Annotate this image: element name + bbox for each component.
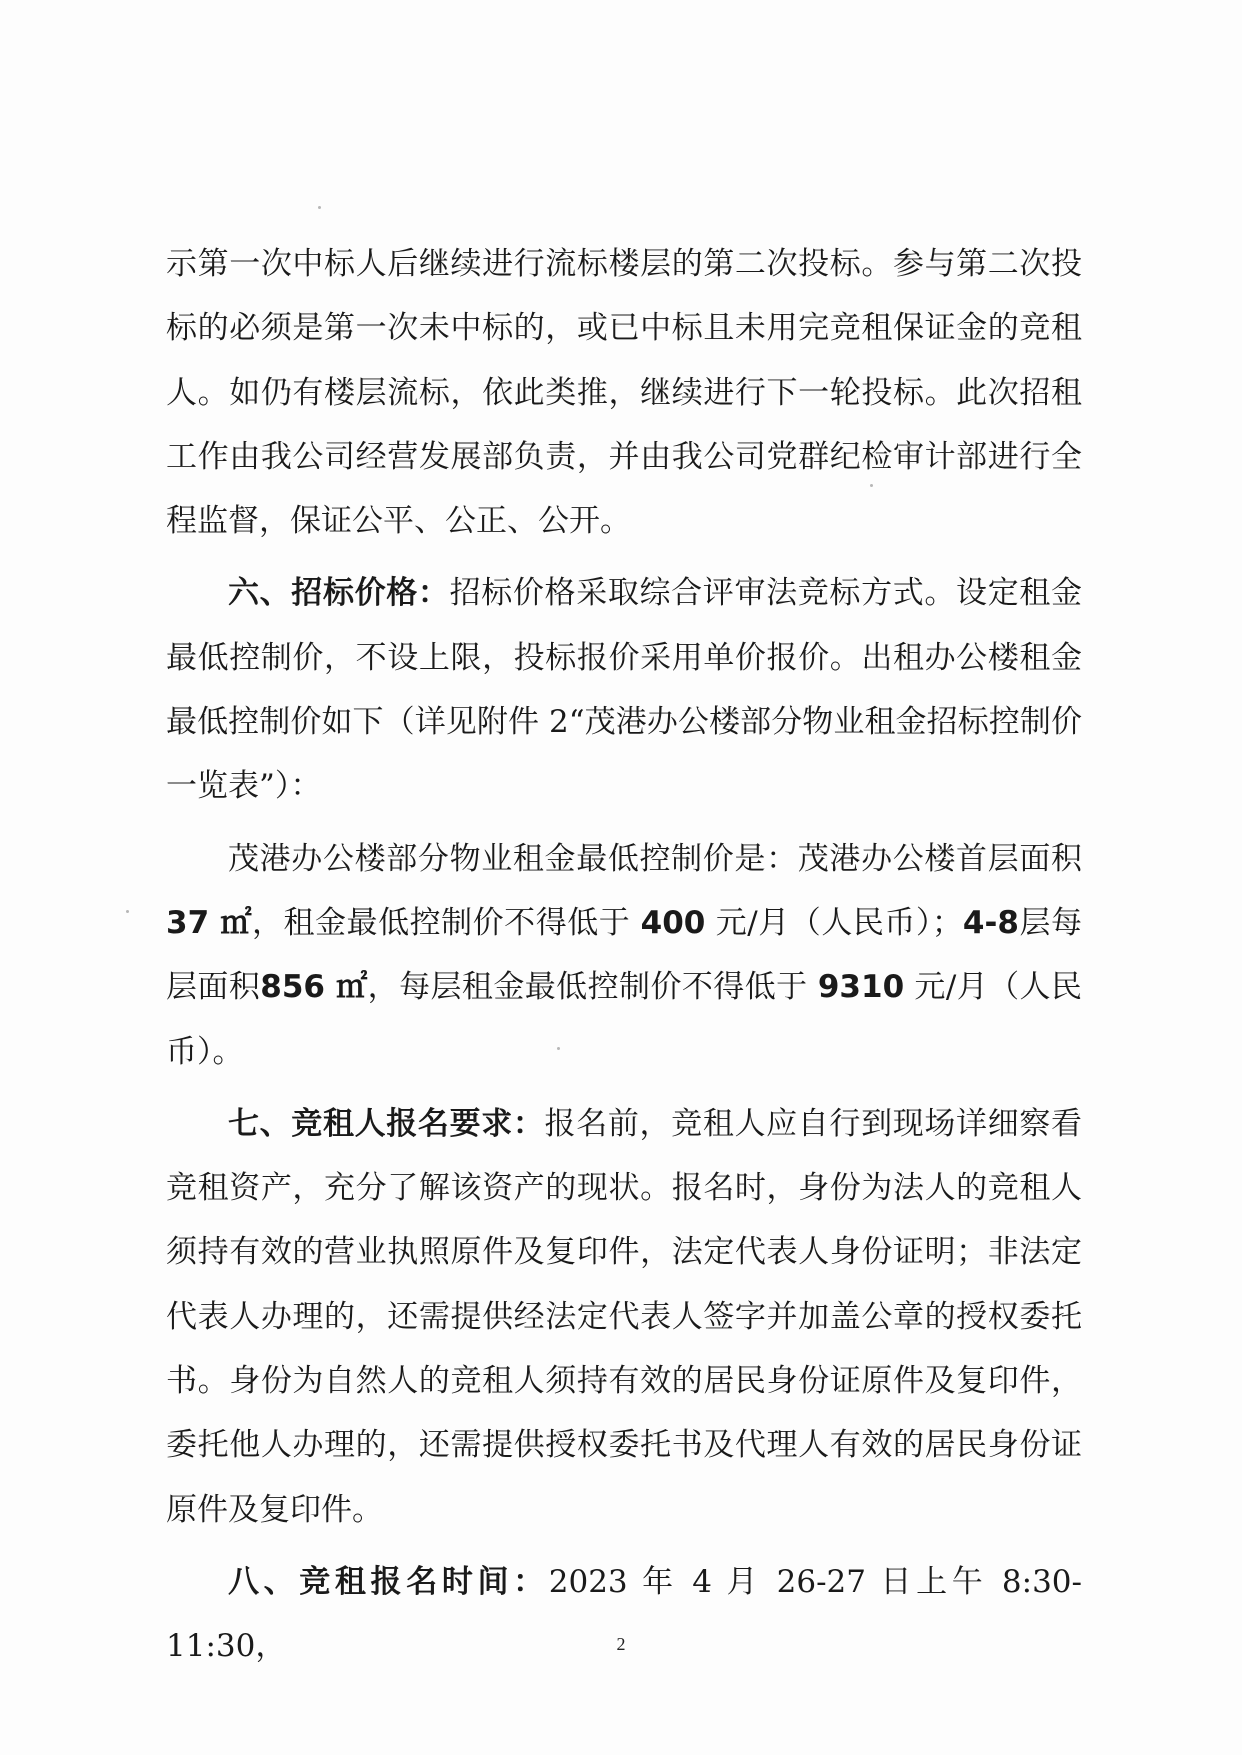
section-heading: 七、竞租人报名要求：	[228, 1105, 545, 1142]
paragraph-text: 示第一次中标人后继续进行流标楼层的第二次投标。参与第二次投标的必须是第一次未中标的，或已中标且未用完竞租保证金的竞租人。如仍有楼层流标，依此类推，继续进行下一轮投标。此次招租工作由我公司经营发展部负责，并由我公司党群纪检审计部进行全程监督，保证公平、公正、公开。	[166, 246, 1082, 540]
price-first-floor: 400	[640, 904, 706, 941]
section-text: 报名前，竞租人应自行到现场详细察看竞租资产，充分了解该资产的现状。报名时，身份为法人的竞租人须持有效的营业执照原件及复印件，法定代表人身份证明；非法定代表人办理的，还需提供经法定代表人签字并加盖公章的授权委托书。身份为自然人的竞租人须持有效的居民身份证原件及复印件，委托他人办理的，还需提供授权委托书及代理人有效的居民身份证原件及复印件。	[166, 1105, 1083, 1528]
document-body	[166, 232, 1082, 1687]
section-seven-registration-requirements	[166, 1092, 1082, 1542]
paragraph-minimum-price	[166, 827, 1082, 1084]
section-heading: 六、招标价格：	[228, 575, 450, 612]
area-per-floor: 856 ㎡	[260, 969, 368, 1006]
page-number: 2	[616, 1634, 626, 1654]
area-first-floor: 37 ㎡	[166, 904, 252, 941]
text-segment: ，每层租金最低控制价不得低于	[367, 969, 818, 1006]
text-segment: 元/月（人民币）；	[705, 904, 963, 941]
text-segment: ，租金最低控制价不得低于	[251, 904, 641, 941]
floor-range: 4-8	[962, 904, 1019, 941]
section-text: 2023 年 4 月 26-27 日上午 8:30-11:30，	[166, 1563, 1082, 1665]
scan-speck	[870, 484, 873, 487]
section-text: 招标价格采取综合评审法竞标方式。设定租金最低控制价，不设上限，投标报价采用单价报价。出租办公楼租金最低控制价如下（详见附件 2“茂港办公楼部分物业租金招标控制价一览表”）：	[166, 575, 1082, 805]
section-eight-registration-time	[166, 1550, 1082, 1679]
section-heading: 八、竞租报名时间：	[228, 1563, 549, 1600]
text-segment: 茂港办公楼部分物业租金最低控制价是：茂港办公楼首层面积	[228, 840, 1082, 877]
text-segment: 元/月（人民币）。	[166, 969, 1082, 1070]
paragraph-bid-procedure	[166, 232, 1082, 553]
price-per-floor: 9310	[817, 969, 905, 1006]
scan-speck	[126, 910, 129, 913]
scan-speck	[557, 1047, 560, 1050]
text-segment: 层每层面积	[166, 904, 1082, 1006]
scan-speck	[318, 206, 321, 209]
section-six-bid-price	[166, 561, 1082, 818]
